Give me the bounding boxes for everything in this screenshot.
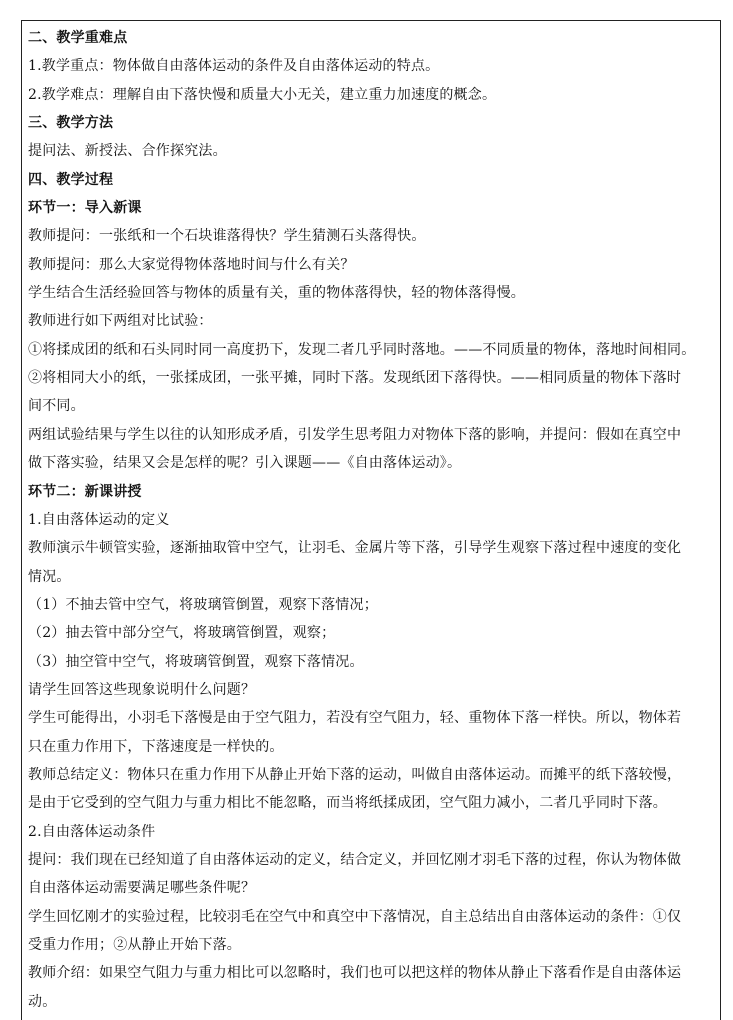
text-line: （3）抽空管中空气，将玻璃管倒置，观察下落情况。 <box>28 653 364 670</box>
text-line: 2.教学难点：理解自由下落快慢和质量大小无关，建立重力加速度的概念。 <box>28 86 497 103</box>
text-line: 动。 <box>28 993 57 1010</box>
section-heading: 四、教学过程 <box>28 171 114 188</box>
text-line: 学生结合生活经验回答与物体的质量有关，重的物体落得快，轻的物体落得慢。 <box>28 285 525 302</box>
text-line: 教师进行如下两组对比试验： <box>28 313 213 330</box>
text-line: 教师介绍：如果空气阻力与重力相比可以忽略时，我们也可以把这样的物体从静止下落看作是自由落体运 <box>28 965 682 982</box>
document-body <box>28 24 716 1016</box>
text-line: 1.教学重点：物体做自由落体运动的条件及自由落体运动的特点。 <box>28 58 440 75</box>
text-line: 情况。 <box>28 568 71 585</box>
text-line: 1.自由落体运动的定义 <box>28 511 170 528</box>
text-line: （2）抽去管中部分空气，将玻璃管倒置，观察； <box>28 625 336 642</box>
text-line: 学生回忆刚才的实验过程，比较羽毛在空气中和真空中下落情况，自主总结出自由落体运动的条件：①仅 <box>28 908 682 925</box>
text-line: 做下落实验，结果又会是怎样的呢？引入课题——《自由落体运动》。 <box>28 455 462 472</box>
text-line: 间不同。 <box>28 398 85 415</box>
text-line: （1）不抽去管中空气，将玻璃管倒置，观察下落情况； <box>28 596 378 613</box>
section-heading: 环节二：新课讲授 <box>28 483 142 500</box>
section-heading: 环节一：导入新课 <box>28 200 142 217</box>
text-line: ①将揉成团的纸和石头同时同一高度扔下，发现二者几乎同时落地。——不同质量的物体，落地时间相同。 <box>28 341 696 358</box>
text-line: 教师提问：那么大家觉得物体落地时间与什么有关？ <box>28 256 355 273</box>
text-line: 教师总结定义：物体只在重力作用下从静止开始下落的运动，叫做自由落体运动。而摊平的纸下落较慢， <box>28 766 682 783</box>
text-line: 提问法、新授法、合作探究法。 <box>28 143 227 160</box>
text-line: 是由于它受到的空气阻力与重力相比不能忽略，而当将纸揉成团，空气阻力减小，二者几乎同时下落。 <box>28 795 667 812</box>
text-line: 只在重力作用下，下落速度是一样快的。 <box>28 738 284 755</box>
text-line: ②将相同大小的纸，一张揉成团，一张平摊，同时下落。发现纸团下落得快。——相同质量的物体下落时 <box>28 370 682 387</box>
text-line: 自由落体运动需要满足哪些条件呢？ <box>28 880 256 897</box>
text-line: 教师演示牛顿管实验，逐渐抽取管中空气，让羽毛、金属片等下落，引导学生观察下落过程中速度的变化 <box>28 540 682 557</box>
section-heading: 三、教学方法 <box>28 115 114 132</box>
text-line: 教师提问：一张纸和一个石块谁落得快？学生猜测石头落得快。 <box>28 228 426 245</box>
text-line: 学生可能得出，小羽毛下落慢是由于空气阻力，若没有空气阻力，轻、重物体下落一样快。所以，物体若 <box>28 710 682 727</box>
text-line: 两组试验结果与学生以往的认知形成矛盾，引发学生思考阻力对物体下落的影响，并提问：假如在真空中 <box>28 426 682 443</box>
text-line: 2.自由落体运动条件 <box>28 823 156 840</box>
text-line: 受重力作用；②从静止开始下落。 <box>28 937 241 953</box>
section-heading: 二、教学重难点 <box>28 30 128 46</box>
text-line: 提问：我们现在已经知道了自由落体运动的定义，结合定义，并回忆刚才羽毛下落的过程，你认为物体做 <box>28 851 682 868</box>
text-line: 请学生回答这些现象说明什么问题？ <box>28 681 256 698</box>
